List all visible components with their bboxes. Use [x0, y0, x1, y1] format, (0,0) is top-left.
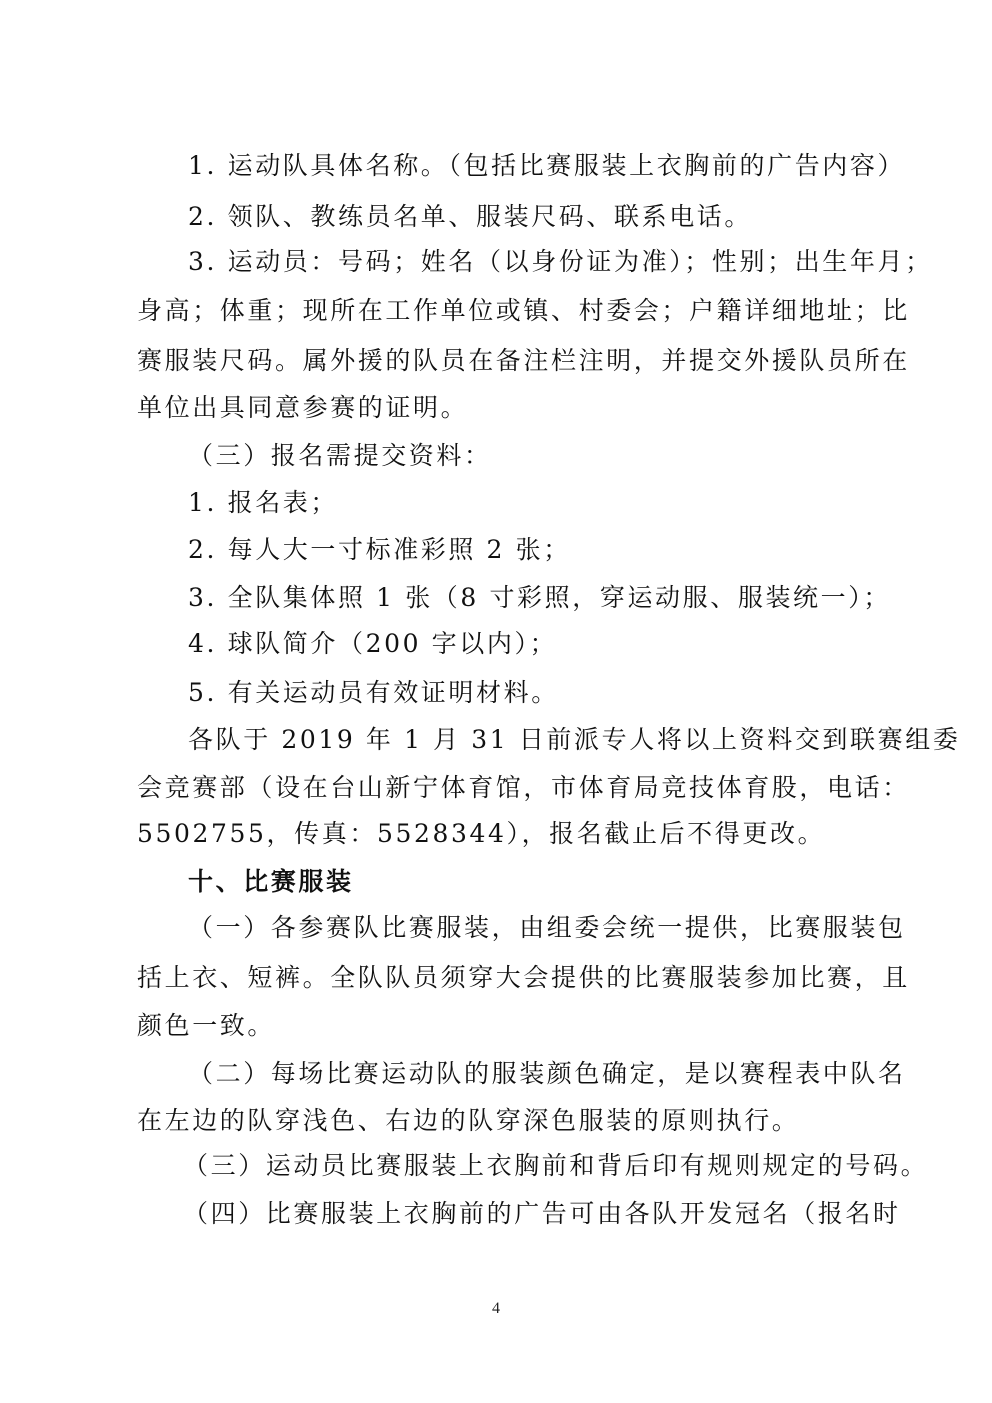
text-line: （三）运动员比赛服装上衣胸前和背后印有规则规定的号码。	[183, 1151, 929, 1180]
text-line: 1. 报名表；	[188, 488, 338, 517]
text-line: 1. 运动队具体名称。（包括比赛服装上衣胸前的广告内容）	[188, 151, 906, 180]
section-subheading: （三）报名需提交资料：	[188, 441, 492, 470]
text-line: 在左边的队穿浅色、右边的队穿深色服装的原则执行。	[137, 1106, 800, 1135]
text-line: 2. 每人大一寸标准彩照 2 张；	[188, 535, 571, 564]
section-heading: 十、比赛服装	[188, 867, 354, 896]
text-line: 会竞赛部（设在台山新宁体育馆，市体育局竞技体育股，电话：	[137, 773, 910, 802]
text-line: 括上衣、短裤。全队队员须穿大会提供的比赛服装参加比赛，且	[137, 963, 910, 992]
text-line: （一）各参赛队比赛服装，由组委会统一提供，比赛服装包	[188, 913, 906, 942]
text-line: （二）每场比赛运动队的服装颜色确定，是以赛程表中队名	[188, 1059, 906, 1088]
text-line: 身高；体重；现所在工作单位或镇、村委会；户籍详细地址；比	[137, 296, 910, 325]
text-line: （四）比赛服装上衣胸前的广告可由各队开发冠名（报名时	[183, 1199, 901, 1228]
text-line: 3. 运动员：号码；姓名（以身份证为准）；性别；出生年月；	[188, 247, 933, 276]
page-number: 4	[492, 1300, 500, 1317]
text-line: 4. 球队简介（200 字以内）；	[188, 629, 558, 658]
text-line: 颜色一致。	[137, 1011, 276, 1040]
text-line: 赛服装尺码。属外援的队员在备注栏注明，并提交外援队员所在	[137, 346, 910, 375]
text-line: 各队于 2019 年 1 月 31 日前派专人将以上资料交到联赛组委	[188, 725, 961, 754]
text-line: 3. 全队集体照 1 张（8 寸彩照，穿运动服、服装统一）；	[188, 583, 891, 612]
text-line: 5. 有关运动员有效证明材料。	[188, 678, 559, 707]
text-line: 5502755，传真：5528344），报名截止后不得更改。	[137, 819, 826, 848]
text-line: 单位出具同意参赛的证明。	[137, 393, 469, 422]
text-line: 2. 领队、教练员名单、服装尺码、联系电话。	[188, 202, 753, 231]
